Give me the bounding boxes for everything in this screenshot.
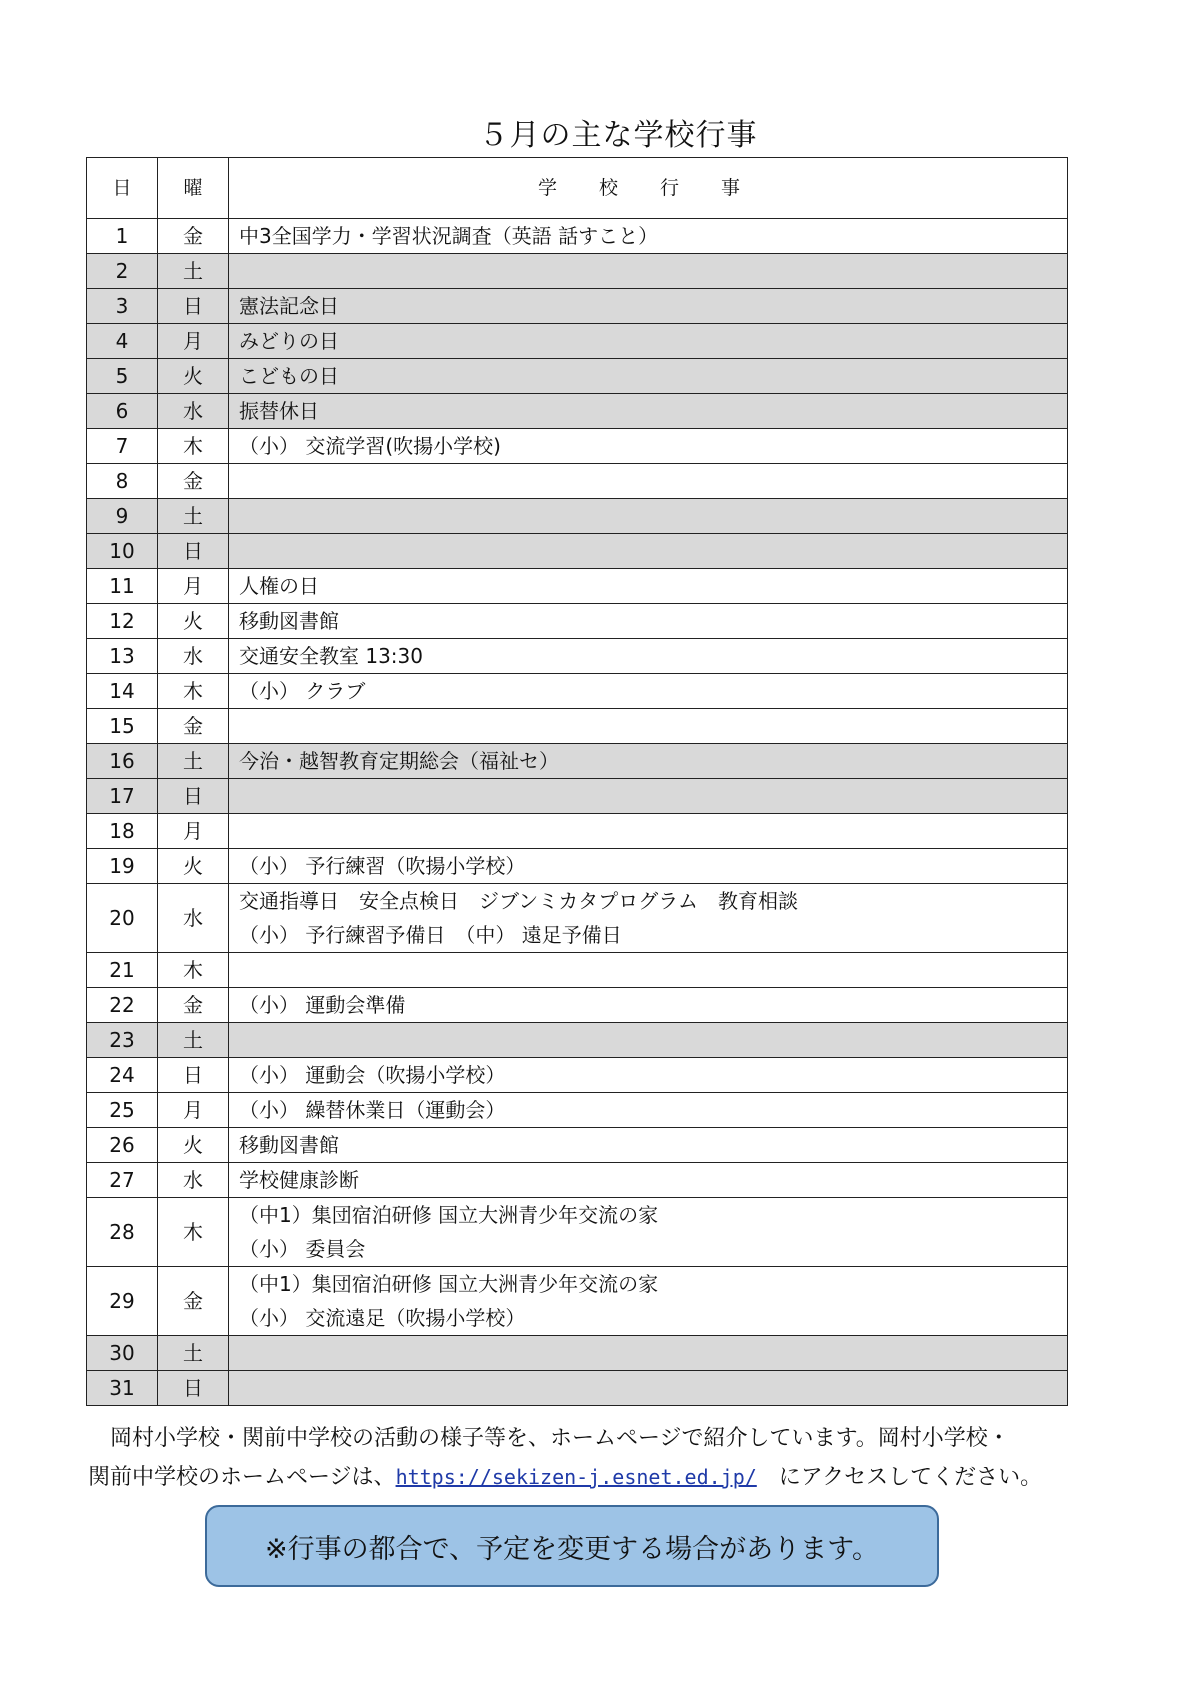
table-row bbox=[87, 1371, 1068, 1406]
event-text: 今治・越智教育定期総会（福祉セ） bbox=[239, 749, 559, 773]
table-row bbox=[87, 394, 1068, 429]
row-events bbox=[229, 499, 1068, 534]
row-day: 20 bbox=[87, 884, 158, 953]
row-events bbox=[229, 1093, 1068, 1128]
row-weekday: 月 bbox=[158, 324, 229, 359]
row-weekday: 火 bbox=[158, 359, 229, 394]
row-events bbox=[229, 359, 1068, 394]
row-day: 29 bbox=[87, 1267, 158, 1336]
row-weekday: 土 bbox=[158, 1023, 229, 1058]
row-events bbox=[229, 604, 1068, 639]
row-events bbox=[229, 219, 1068, 254]
table-row bbox=[87, 1023, 1068, 1058]
event-text: 人権の日 bbox=[239, 574, 319, 598]
row-day: 1 bbox=[87, 219, 158, 254]
homepage-link[interactable]: https://sekizen-j.esnet.ed.jp/ bbox=[395, 1465, 757, 1489]
row-day: 19 bbox=[87, 849, 158, 884]
table-row bbox=[87, 254, 1068, 289]
row-weekday: 日 bbox=[158, 289, 229, 324]
row-events bbox=[229, 744, 1068, 779]
row-events bbox=[229, 1023, 1068, 1058]
row-weekday: 月 bbox=[158, 569, 229, 604]
event-text: （小） 繰替休業日（運動会） bbox=[239, 1098, 506, 1122]
event-text: 中3全国学力・学習状況調査（英語 話すこと） bbox=[239, 224, 659, 248]
table-row bbox=[87, 219, 1068, 254]
events-table bbox=[86, 157, 1068, 1406]
event-text: （小） 運動会準備 bbox=[239, 993, 406, 1017]
event-text: 振替休日 bbox=[239, 399, 319, 423]
event-text: （小） 交流遠足（吹揚小学校） bbox=[239, 1306, 526, 1330]
row-events bbox=[229, 1371, 1068, 1406]
table-row bbox=[87, 464, 1068, 499]
row-events bbox=[229, 709, 1068, 744]
row-day: 10 bbox=[87, 534, 158, 569]
table-row bbox=[87, 429, 1068, 464]
table-row bbox=[87, 709, 1068, 744]
row-events bbox=[229, 1163, 1068, 1198]
row-events bbox=[229, 254, 1068, 289]
event-text: 交通安全教室 13:30 bbox=[239, 644, 423, 668]
row-weekday: 火 bbox=[158, 604, 229, 639]
event-text: （中1）集団宿泊研修 国立大洲青少年交流の家 bbox=[239, 1272, 659, 1296]
event-text: （中1）集団宿泊研修 国立大洲青少年交流の家 bbox=[239, 1203, 659, 1227]
table-row bbox=[87, 814, 1068, 849]
row-day: 17 bbox=[87, 779, 158, 814]
event-text: （小） 委員会 bbox=[239, 1237, 366, 1261]
row-weekday: 水 bbox=[158, 884, 229, 953]
table-row bbox=[87, 534, 1068, 569]
row-day: 5 bbox=[87, 359, 158, 394]
row-events bbox=[229, 814, 1068, 849]
page-title: ５月の主な学校行事 bbox=[478, 118, 758, 153]
table-row bbox=[87, 639, 1068, 674]
event-text: （小） 交流学習(吹揚小学校) bbox=[239, 434, 501, 458]
row-weekday: 木 bbox=[158, 953, 229, 988]
row-weekday: 木 bbox=[158, 429, 229, 464]
row-day: 4 bbox=[87, 324, 158, 359]
row-events bbox=[229, 849, 1068, 884]
row-weekday: 水 bbox=[158, 639, 229, 674]
row-day: 28 bbox=[87, 1198, 158, 1267]
row-day: 25 bbox=[87, 1093, 158, 1128]
row-weekday: 火 bbox=[158, 1128, 229, 1163]
table-row bbox=[87, 953, 1068, 988]
row-weekday: 日 bbox=[158, 1058, 229, 1093]
row-weekday: 金 bbox=[158, 988, 229, 1023]
row-weekday: 水 bbox=[158, 394, 229, 429]
row-day: 6 bbox=[87, 394, 158, 429]
row-weekday: 火 bbox=[158, 849, 229, 884]
row-day: 24 bbox=[87, 1058, 158, 1093]
row-day: 13 bbox=[87, 639, 158, 674]
row-weekday: 月 bbox=[158, 1093, 229, 1128]
table-row bbox=[87, 1093, 1068, 1128]
event-text: こどもの日 bbox=[239, 364, 339, 388]
row-day: 15 bbox=[87, 709, 158, 744]
row-events bbox=[229, 429, 1068, 464]
row-events bbox=[229, 988, 1068, 1023]
row-events bbox=[229, 534, 1068, 569]
table-row bbox=[87, 779, 1068, 814]
row-events bbox=[229, 394, 1068, 429]
table-row bbox=[87, 674, 1068, 709]
row-weekday: 土 bbox=[158, 1336, 229, 1371]
table-row bbox=[87, 744, 1068, 779]
event-text: 交通指導日 安全点検日 ジブンミカタプログラム 教育相談 bbox=[239, 889, 798, 913]
row-weekday: 金 bbox=[158, 1267, 229, 1336]
event-text: 学校健康診断 bbox=[239, 1168, 359, 1192]
table-row bbox=[87, 849, 1068, 884]
note-line-2-suffix: にアクセスしてください。 bbox=[756, 1465, 1043, 1490]
row-day: 23 bbox=[87, 1023, 158, 1058]
row-events bbox=[229, 1336, 1068, 1371]
event-text: （小） 予行練習予備日 （中） 遠足予備日 bbox=[239, 923, 622, 947]
table-row bbox=[87, 884, 1068, 953]
event-text: 移動図書館 bbox=[239, 1133, 339, 1157]
table-row bbox=[87, 569, 1068, 604]
row-day: 16 bbox=[87, 744, 158, 779]
table-row bbox=[87, 1336, 1068, 1371]
row-day: 18 bbox=[87, 814, 158, 849]
row-weekday: 日 bbox=[158, 1371, 229, 1406]
row-events bbox=[229, 324, 1068, 359]
row-weekday: 土 bbox=[158, 499, 229, 534]
table-row bbox=[87, 1198, 1068, 1267]
note-line-2 bbox=[88, 1458, 1128, 1497]
row-events bbox=[229, 1058, 1068, 1093]
row-weekday: 土 bbox=[158, 254, 229, 289]
row-events bbox=[229, 1267, 1068, 1336]
row-weekday: 水 bbox=[158, 1163, 229, 1198]
row-day: 11 bbox=[87, 569, 158, 604]
row-events bbox=[229, 1128, 1068, 1163]
table-row bbox=[87, 324, 1068, 359]
row-day: 26 bbox=[87, 1128, 158, 1163]
header-events: 学 校 行 事 bbox=[229, 158, 1068, 219]
table-row bbox=[87, 1267, 1068, 1336]
row-day: 7 bbox=[87, 429, 158, 464]
row-weekday: 木 bbox=[158, 674, 229, 709]
table-row bbox=[87, 1058, 1068, 1093]
note-line-1: 岡村小学校・関前中学校の活動の様子等を、ホームページで紹介しています。岡村小学校・ bbox=[110, 1426, 1010, 1451]
row-events bbox=[229, 289, 1068, 324]
event-text: （小） 予行練習（吹揚小学校） bbox=[239, 854, 526, 878]
row-events bbox=[229, 464, 1068, 499]
row-day: 31 bbox=[87, 1371, 158, 1406]
table-row bbox=[87, 988, 1068, 1023]
note-line-2-prefix: 関前中学校のホームページは、 bbox=[88, 1465, 396, 1490]
row-weekday: 土 bbox=[158, 744, 229, 779]
row-events bbox=[229, 569, 1068, 604]
table-row bbox=[87, 604, 1068, 639]
row-day: 8 bbox=[87, 464, 158, 499]
header-weekday: 曜 bbox=[158, 158, 229, 219]
row-day: 2 bbox=[87, 254, 158, 289]
row-day: 30 bbox=[87, 1336, 158, 1371]
table-row bbox=[87, 499, 1068, 534]
header-day: 日 bbox=[87, 158, 158, 219]
table-row bbox=[87, 359, 1068, 394]
row-weekday: 金 bbox=[158, 709, 229, 744]
row-events bbox=[229, 639, 1068, 674]
row-day: 12 bbox=[87, 604, 158, 639]
table-row bbox=[87, 289, 1068, 324]
events-table-body bbox=[87, 158, 1068, 1406]
row-events bbox=[229, 953, 1068, 988]
row-events bbox=[229, 1198, 1068, 1267]
table-header-row bbox=[87, 158, 1068, 219]
table-row bbox=[87, 1163, 1068, 1198]
table-row bbox=[87, 1128, 1068, 1163]
row-weekday: 金 bbox=[158, 464, 229, 499]
row-weekday: 月 bbox=[158, 814, 229, 849]
row-day: 27 bbox=[87, 1163, 158, 1198]
event-text: みどりの日 bbox=[239, 329, 339, 353]
row-day: 21 bbox=[87, 953, 158, 988]
row-weekday: 日 bbox=[158, 534, 229, 569]
row-day: 22 bbox=[87, 988, 158, 1023]
event-text: （小） クラブ bbox=[239, 679, 366, 703]
row-events bbox=[229, 674, 1068, 709]
schedule-change-callout: ※行事の都合で、予定を変更する場合があります。 bbox=[205, 1505, 939, 1587]
homepage-note bbox=[88, 1420, 1128, 1497]
row-weekday: 金 bbox=[158, 219, 229, 254]
row-day: 9 bbox=[87, 499, 158, 534]
row-events bbox=[229, 779, 1068, 814]
row-events bbox=[229, 884, 1068, 953]
row-day: 3 bbox=[87, 289, 158, 324]
row-weekday: 木 bbox=[158, 1198, 229, 1267]
event-text: 移動図書館 bbox=[239, 609, 339, 633]
event-text: 憲法記念日 bbox=[239, 294, 339, 318]
row-day: 14 bbox=[87, 674, 158, 709]
row-weekday: 日 bbox=[158, 779, 229, 814]
event-text: （小） 運動会（吹揚小学校） bbox=[239, 1063, 506, 1087]
